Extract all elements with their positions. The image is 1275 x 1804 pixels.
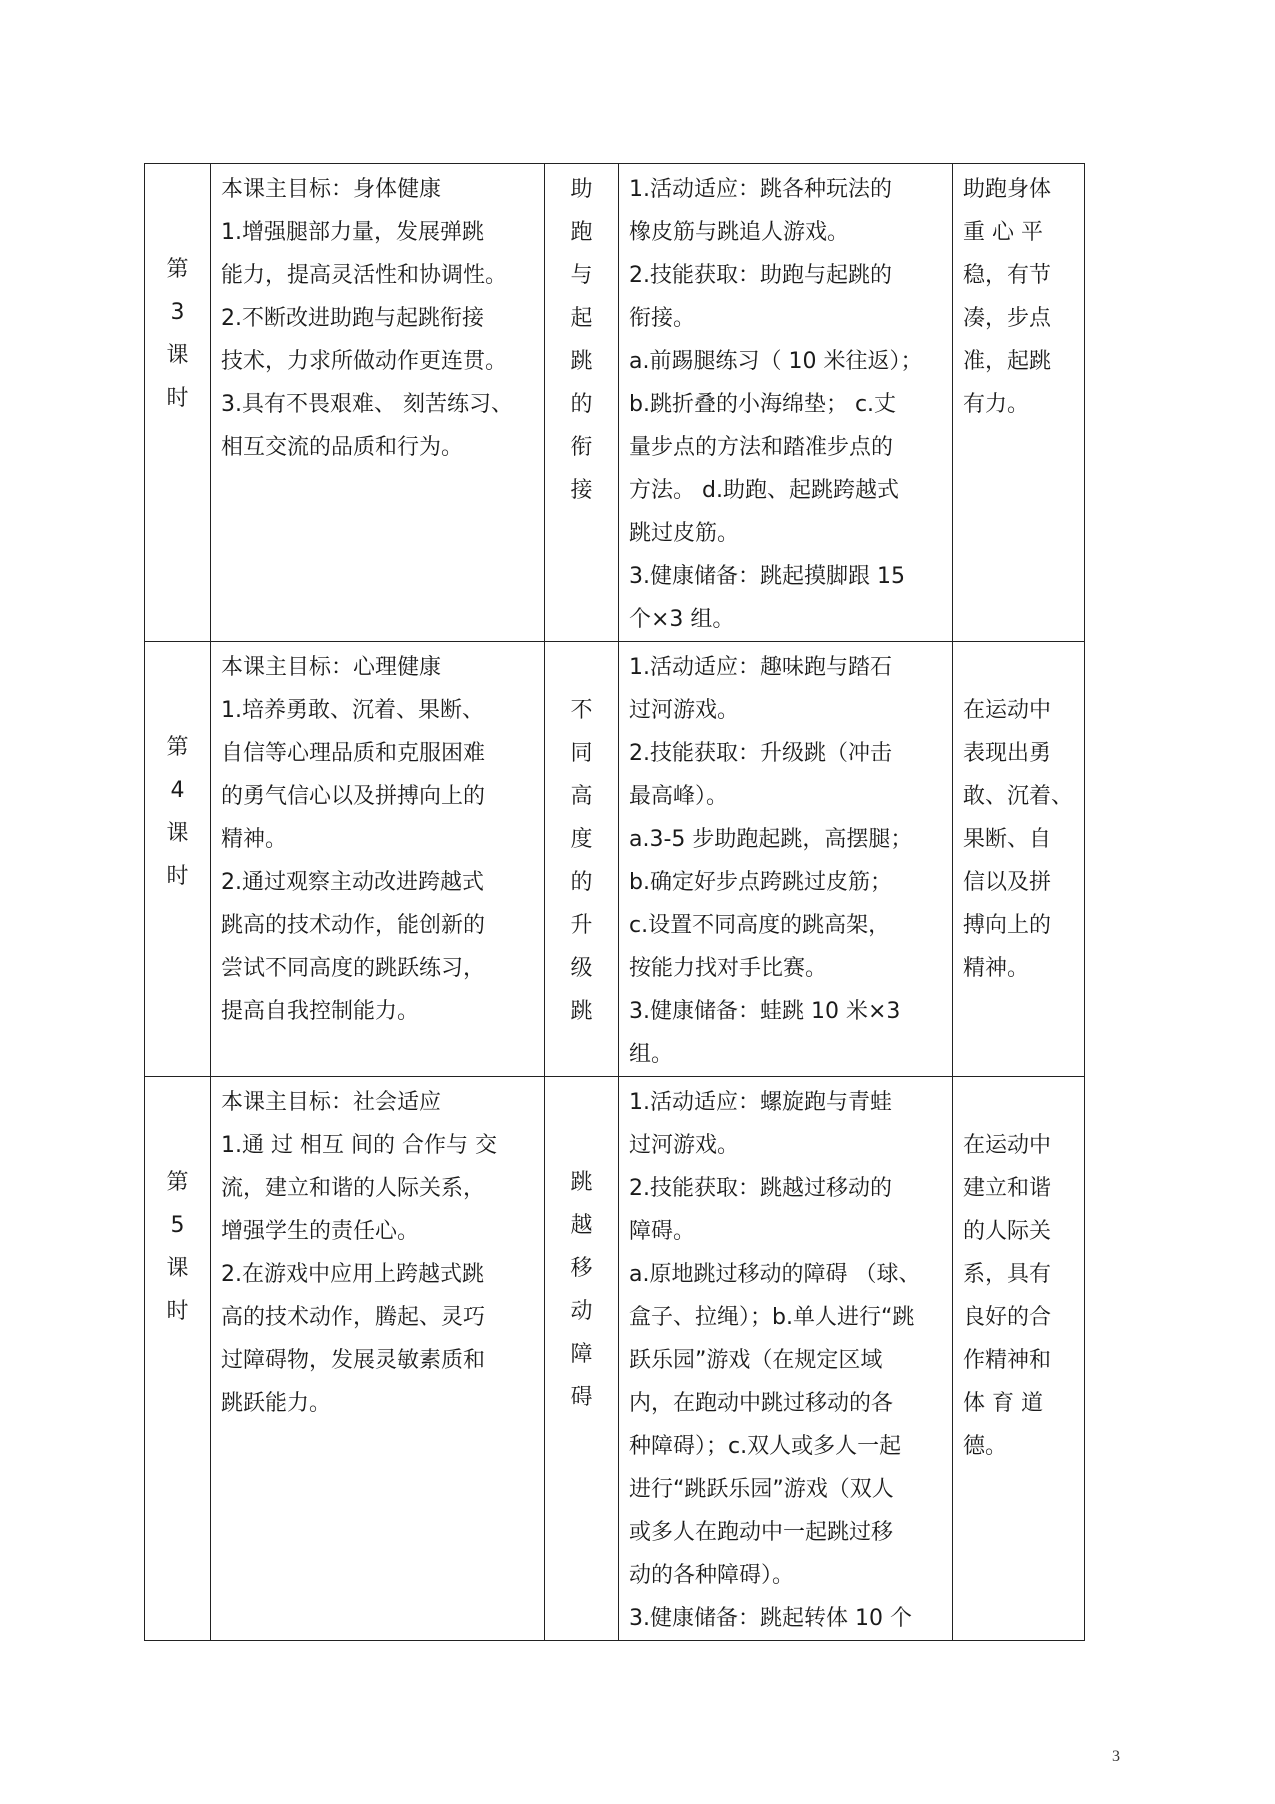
topic-char: 障 bbox=[570, 1342, 593, 1367]
objective-line: 技术，力求所做动作更连贯。 bbox=[221, 349, 508, 374]
evaluation-line: 果断、自 bbox=[963, 827, 1052, 852]
topic-char: 跑 bbox=[570, 220, 593, 245]
content-line: 按能力找对手比赛。 bbox=[629, 956, 828, 981]
content-line: 动的各种障碍）。 bbox=[629, 1563, 795, 1588]
evaluation-line: 凑，步点 bbox=[963, 306, 1052, 331]
page-number: 3 bbox=[1112, 1748, 1120, 1765]
period-char: 5 bbox=[170, 1213, 185, 1238]
content-line: 方法。 d.助跑、起跳跨越式 bbox=[629, 478, 899, 503]
content-cell bbox=[619, 642, 953, 1077]
content-line: 过河游戏。 bbox=[629, 1133, 740, 1158]
topic-char: 的 bbox=[570, 392, 593, 417]
table-row bbox=[145, 164, 1085, 642]
content-line: 种障碍）；c.双人或多人一起 bbox=[629, 1434, 902, 1459]
content-line: 橡皮筋与跳追人游戏。 bbox=[629, 220, 850, 245]
topic-char: 动 bbox=[570, 1299, 593, 1324]
objective-line: 能力，提高灵活性和协调性。 bbox=[221, 263, 508, 288]
topic-cell bbox=[545, 1077, 619, 1641]
period-char: 3 bbox=[170, 300, 185, 325]
content-line: 进行“跳跃乐园”游戏（双人 bbox=[629, 1477, 894, 1502]
content-line: 衔接。 bbox=[629, 306, 696, 331]
topic-char: 跳 bbox=[570, 349, 593, 374]
evaluation-line: 表现出勇 bbox=[963, 741, 1052, 766]
table-row bbox=[145, 642, 1085, 1077]
topic-cell bbox=[545, 642, 619, 1077]
evaluation-line: 建立和谐 bbox=[963, 1176, 1052, 1201]
content-line: 2.技能获取：助跑与起跳的 bbox=[629, 263, 892, 288]
objective-line: 本课主目标：身体健康 bbox=[221, 177, 442, 202]
lesson-plan-table bbox=[144, 163, 1085, 1641]
topic-char: 接 bbox=[570, 478, 593, 503]
evaluation-line: 在运动中 bbox=[963, 1133, 1052, 1158]
evaluation-line: 准，起跳 bbox=[963, 349, 1052, 374]
topic-char: 的 bbox=[570, 870, 593, 895]
evaluation-line: 助跑身体 bbox=[963, 177, 1052, 202]
evaluation-cell bbox=[953, 642, 1085, 1077]
objectives-cell bbox=[211, 164, 545, 642]
period-char: 第 bbox=[166, 735, 189, 760]
period-cell bbox=[145, 164, 211, 642]
topic-char: 高 bbox=[570, 784, 593, 809]
objective-line: 跳跃能力。 bbox=[221, 1391, 332, 1416]
topic-char: 越 bbox=[570, 1213, 593, 1238]
content-line: a.前踢腿练习（ 10 米往返）； bbox=[629, 349, 923, 374]
evaluation-cell bbox=[953, 164, 1085, 642]
period-char: 时 bbox=[166, 386, 189, 411]
evaluation-line: 的人际关 bbox=[963, 1219, 1052, 1244]
content-line: 3.健康储备：跳起转体 10 个 bbox=[629, 1606, 912, 1631]
evaluation-line: 精神。 bbox=[963, 956, 1030, 981]
objective-line: 跳高的技术动作，能创新的 bbox=[221, 913, 486, 938]
evaluation-line: 良好的合 bbox=[963, 1305, 1052, 1330]
content-line: 障碍。 bbox=[629, 1219, 696, 1244]
objective-line: 提高自我控制能力。 bbox=[221, 999, 420, 1024]
evaluation-line: 有力。 bbox=[963, 392, 1030, 417]
objective-line: 2.不断改进助跑与起跳衔接 bbox=[221, 306, 484, 331]
period-char: 时 bbox=[166, 1299, 189, 1324]
content-line: 跃乐园”游戏（在规定区域 bbox=[629, 1348, 883, 1373]
evaluation-line: 体 育 道 bbox=[963, 1391, 1043, 1416]
content-line: 量步点的方法和踏准步点的 bbox=[629, 435, 894, 460]
objectives-cell bbox=[211, 1077, 545, 1641]
period-char: 第 bbox=[166, 257, 189, 282]
topic-char: 升 bbox=[570, 913, 593, 938]
content-line: a.3-5 步助跑起跳，高摆腿； bbox=[629, 827, 913, 852]
evaluation-line: 在运动中 bbox=[963, 698, 1052, 723]
objective-line: 精神。 bbox=[221, 827, 288, 852]
content-line: 盒子、拉绳）；b.单人进行“跳 bbox=[629, 1305, 915, 1330]
topic-char: 碍 bbox=[570, 1385, 593, 1410]
evaluation-line: 重 心 平 bbox=[963, 220, 1043, 245]
objective-line: 相互交流的品质和行为。 bbox=[221, 435, 464, 460]
content-line: 内，在跑动中跳过移动的各 bbox=[629, 1391, 894, 1416]
period-cell bbox=[145, 1077, 211, 1641]
content-line: 最高峰）。 bbox=[629, 784, 729, 809]
evaluation-cell bbox=[953, 1077, 1085, 1641]
evaluation-line bbox=[963, 1081, 1074, 1124]
table-row bbox=[145, 1077, 1085, 1641]
evaluation-line: 稳，有节 bbox=[963, 263, 1052, 288]
objective-line: 的勇气信心以及拼搏向上的 bbox=[221, 784, 486, 809]
objectives-cell bbox=[211, 642, 545, 1077]
content-line: 1.活动适应：趣味跑与踏石 bbox=[629, 655, 892, 680]
content-line: a.原地跳过移动的障碍 （球、 bbox=[629, 1262, 921, 1287]
evaluation-line: 搏向上的 bbox=[963, 913, 1052, 938]
content-line: 1.活动适应：跳各种玩法的 bbox=[629, 177, 892, 202]
period-char: 课 bbox=[166, 821, 189, 846]
topic-char: 同 bbox=[570, 741, 593, 766]
objective-line: 本课主目标：社会适应 bbox=[221, 1090, 442, 1115]
objective-line: 3.具有不畏艰难、 刻苦练习、 bbox=[221, 392, 513, 417]
objective-line: 1.通 过 相互 间的 合作与 交 bbox=[221, 1133, 497, 1158]
content-line: b.跳折叠的小海绵垫； c.丈 bbox=[629, 392, 897, 417]
objective-line: 尝试不同高度的跳跃练习， bbox=[221, 956, 486, 981]
period-cell bbox=[145, 642, 211, 1077]
objective-line: 1.增强腿部力量，发展弹跳 bbox=[221, 220, 484, 245]
objective-line: 2.在游戏中应用上跨越式跳 bbox=[221, 1262, 484, 1287]
evaluation-line: 信以及拼 bbox=[963, 870, 1052, 895]
topic-char: 移 bbox=[570, 1256, 593, 1281]
content-line: 3.健康储备：蛙跳 10 米×3 bbox=[629, 999, 901, 1024]
evaluation-line: 德。 bbox=[963, 1434, 1008, 1459]
content-line: 个×3 组。 bbox=[629, 607, 735, 632]
topic-char: 衔 bbox=[570, 435, 593, 460]
topic-cell bbox=[545, 164, 619, 642]
content-cell bbox=[619, 164, 953, 642]
content-line: 3.健康储备：跳起摸脚跟 15 bbox=[629, 564, 905, 589]
objective-line: 增强学生的责任心。 bbox=[221, 1219, 420, 1244]
objective-line: 过障碍物，发展灵敏素质和 bbox=[221, 1348, 486, 1373]
content-cell bbox=[619, 1077, 953, 1641]
content-line: b.确定好步点跨跳过皮筋； bbox=[629, 870, 892, 895]
topic-char: 起 bbox=[570, 306, 593, 331]
period-char: 时 bbox=[166, 864, 189, 889]
content-line: 跳过皮筋。 bbox=[629, 521, 740, 546]
evaluation-line: 敢、沉着、 bbox=[963, 784, 1074, 809]
objective-line: 自信等心理品质和克服困难 bbox=[221, 741, 486, 766]
objective-line: 流，建立和谐的人际关系， bbox=[221, 1176, 486, 1201]
topic-char: 度 bbox=[570, 827, 593, 852]
content-line: 2.技能获取：升级跳（冲击 bbox=[629, 741, 892, 766]
topic-char: 跳 bbox=[570, 1170, 593, 1195]
objective-line: 本课主目标：心理健康 bbox=[221, 655, 442, 680]
content-line: 1.活动适应：螺旋跑与青蛙 bbox=[629, 1090, 892, 1115]
topic-char: 不 bbox=[570, 698, 593, 723]
objective-line: 1.培养勇敢、沉着、果断、 bbox=[221, 698, 484, 723]
topic-char: 助 bbox=[570, 177, 593, 202]
period-char: 课 bbox=[166, 1256, 189, 1281]
content-line: 2.技能获取：跳越过移动的 bbox=[629, 1176, 892, 1201]
content-line: c.设置不同高度的跳高架， bbox=[629, 913, 891, 938]
evaluation-line: 系，具有 bbox=[963, 1262, 1052, 1287]
content-line: 过河游戏。 bbox=[629, 698, 740, 723]
period-char: 第 bbox=[166, 1170, 189, 1195]
evaluation-line: 作精神和 bbox=[963, 1348, 1052, 1373]
topic-char: 与 bbox=[570, 263, 593, 288]
content-line: 或多人在跑动中一起跳过移 bbox=[629, 1520, 894, 1545]
period-char: 课 bbox=[166, 343, 189, 368]
topic-char: 级 bbox=[570, 956, 593, 981]
objective-line: 2.通过观察主动改进跨越式 bbox=[221, 870, 484, 895]
content-line: 组。 bbox=[629, 1042, 674, 1067]
objective-line: 高的技术动作，腾起、灵巧 bbox=[221, 1305, 486, 1330]
period-char: 4 bbox=[170, 778, 185, 803]
topic-char: 跳 bbox=[570, 999, 593, 1024]
